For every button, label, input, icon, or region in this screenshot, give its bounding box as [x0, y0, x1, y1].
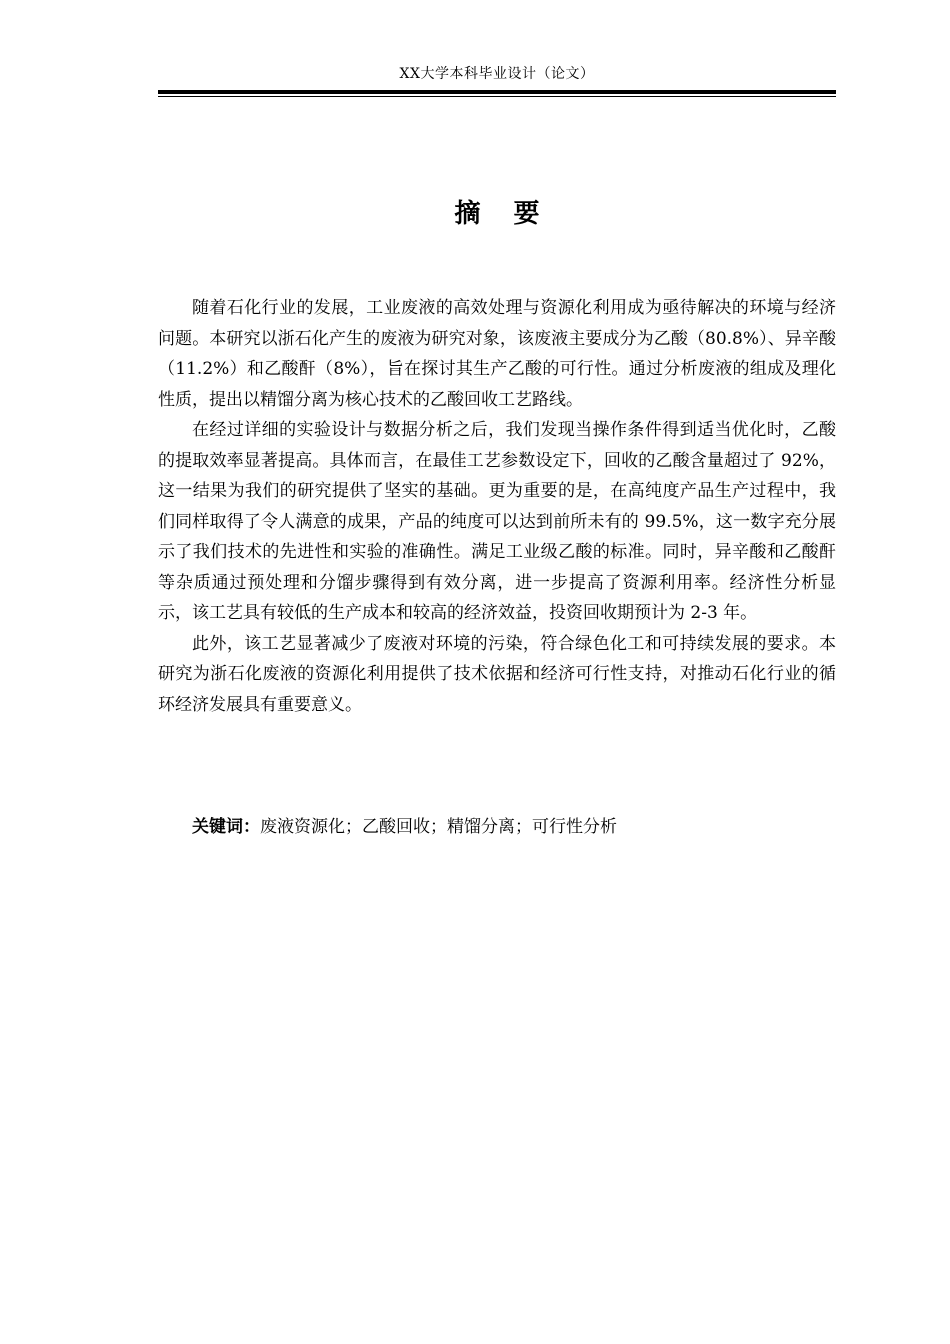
abstract-title: 摘 要 — [454, 199, 552, 229]
abstract-body — [158, 293, 836, 720]
header-rule-thin — [158, 96, 836, 97]
keywords-label: 关键词： — [192, 817, 260, 837]
page-header: XX大学本科毕业设计（论文） — [399, 66, 595, 82]
keywords-value: 废液资源化；乙酸回收；精馏分离；可行性分析 — [260, 817, 617, 837]
keywords-line — [158, 812, 836, 842]
abstract-paragraph-3: 此外，该工艺显著减少了废液对环境的污染，符合绿色化工和可持续发展的要求。本研究为浙石化废液的资源化利用提供了技术依据和经济可行性支持，对推动石化行业的循环经济发展具有重要意义。 — [158, 633, 836, 715]
abstract-paragraph-2: 在经过详细的实验设计与数据分析之后，我们发现当操作条件得到适当优化时，乙酸的提取效率显著提高。具体而言，在最佳工艺参数设定下，回收的乙酸含量超过了 92%，这一结果为我们的研究提供了坚实的基础。更为重要的是，在高纯度产品生产过程中，我们同样取得了令人满意的成果，产品的纯度可以达到前所未有的 99.5%，这一数字充分展示了我们技术的先进性和实验的准确性。满足工业级乙酸的标准。同时，异辛酸和乙酸酐等杂质通过预处理和分馏步骤得到有效分离，进一步提高了资源利用率。经济性分析显示，该工艺具有较低的生产成本和较高的经济效益，投资回收期预计为 2-3 年。 — [158, 420, 836, 623]
header-rule-thick — [158, 90, 836, 94]
abstract-paragraph-1: 随着石化行业的发展，工业废液的高效处理与资源化利用成为亟待解决的环境与经济问题。本研究以浙石化产生的废液为研究对象，该废液主要成分为乙酸（80.8%）、异辛酸（11.2%）和乙酸酐（8%），旨在探讨其生产乙酸的可行性。通过分析废液的组成及理化性质，提出以精馏分离为核心技术的乙酸回收工艺路线。 — [158, 298, 836, 410]
